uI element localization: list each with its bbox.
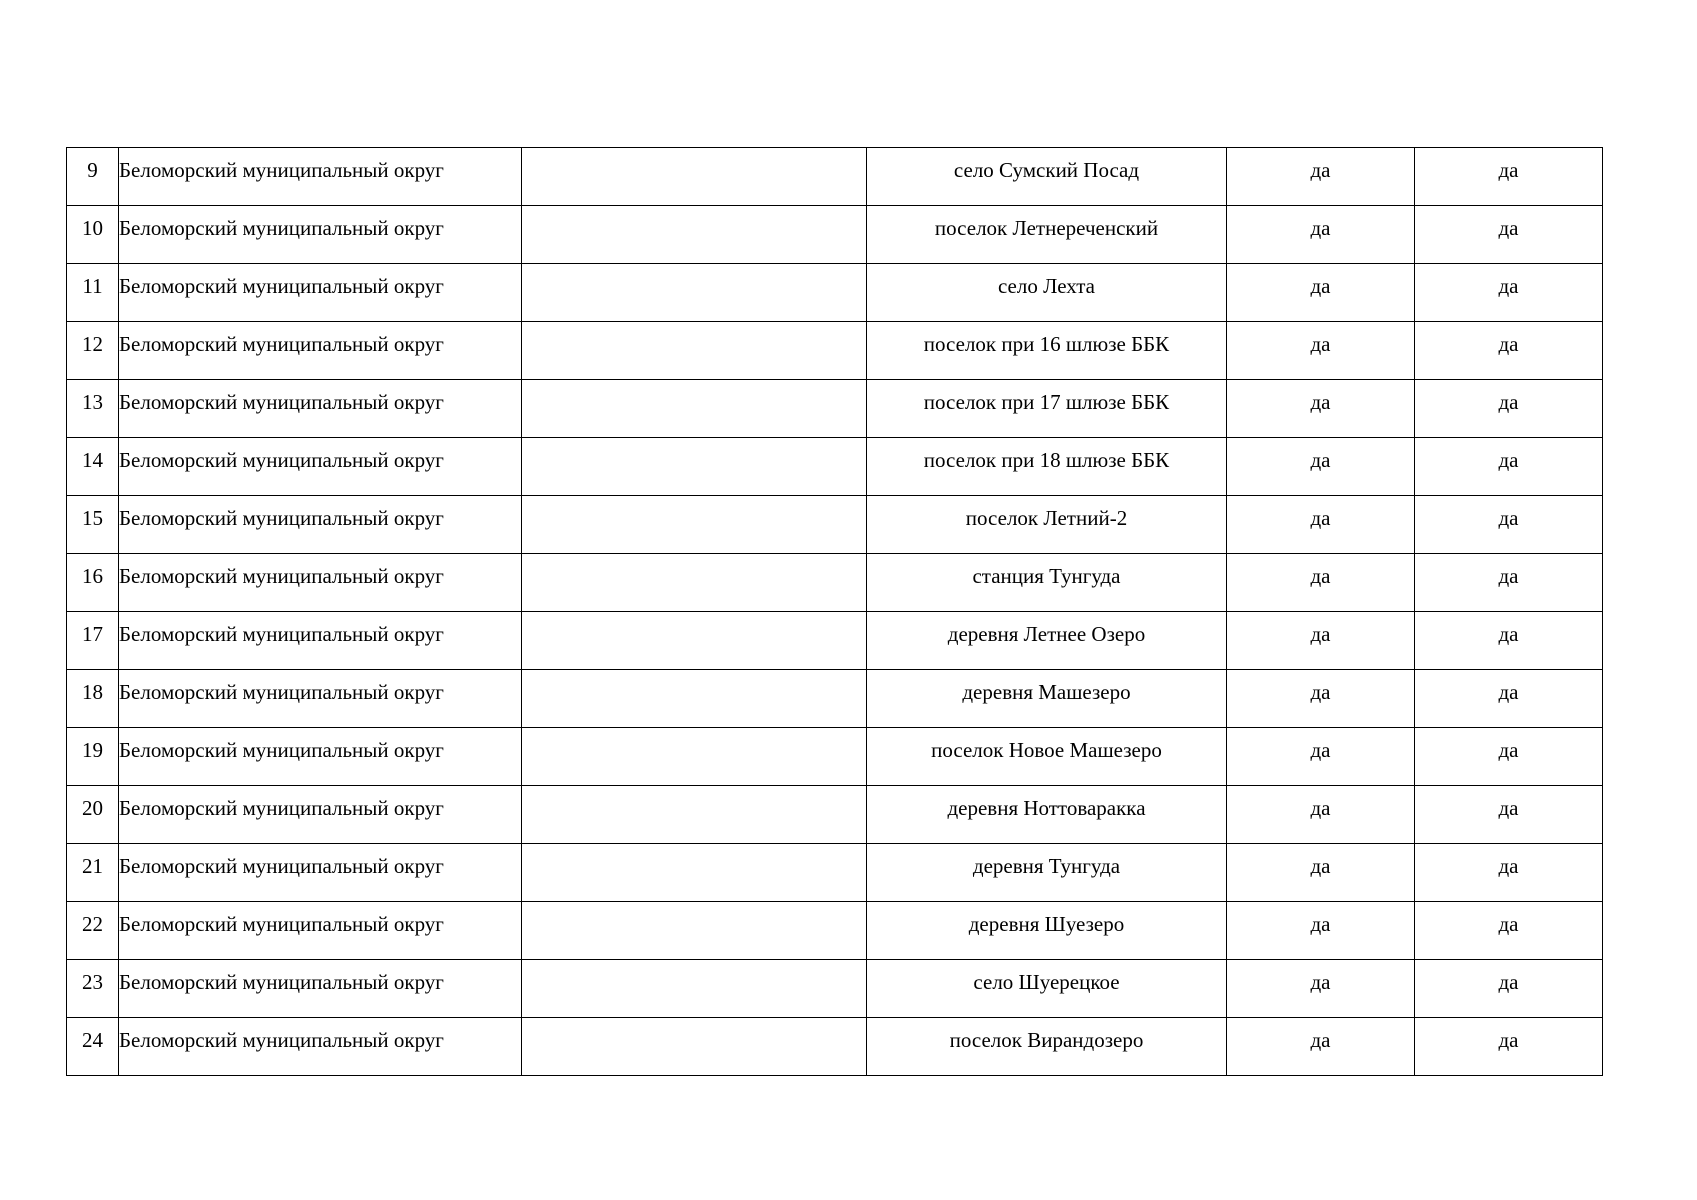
table-row	[67, 322, 1603, 380]
flag-b-cell: да	[1415, 264, 1603, 322]
municipal-district-cell: Беломорский муниципальный округ	[119, 786, 522, 844]
table-row	[67, 264, 1603, 322]
empty-cell	[522, 844, 867, 902]
settlement-name-cell: поселок при 18 шлюзе ББК	[867, 438, 1227, 496]
table-row	[67, 670, 1603, 728]
flag-b-cell: да	[1415, 670, 1603, 728]
municipal-district-cell: Беломорский муниципальный округ	[119, 728, 522, 786]
flag-a-cell: да	[1227, 728, 1415, 786]
settlement-name-cell: деревня Ноттоваракка	[867, 786, 1227, 844]
municipal-district-cell: Беломорский муниципальный округ	[119, 438, 522, 496]
empty-cell	[522, 554, 867, 612]
settlement-name-cell: деревня Шуезеро	[867, 902, 1227, 960]
municipal-district-cell: Беломорский муниципальный округ	[119, 902, 522, 960]
empty-cell	[522, 612, 867, 670]
flag-a-cell: да	[1227, 322, 1415, 380]
table-row	[67, 496, 1603, 554]
settlement-name-cell: деревня Летнее Озеро	[867, 612, 1227, 670]
settlement-name-cell: село Шуерецкое	[867, 960, 1227, 1018]
municipal-district-cell: Беломорский муниципальный округ	[119, 960, 522, 1018]
empty-cell	[522, 438, 867, 496]
municipal-district-cell: Беломорский муниципальный округ	[119, 206, 522, 264]
flag-b-cell: да	[1415, 728, 1603, 786]
settlement-name-cell: станция Тунгуда	[867, 554, 1227, 612]
settlement-name-cell: поселок при 16 шлюзе ББК	[867, 322, 1227, 380]
empty-cell	[522, 960, 867, 1018]
municipal-district-cell: Беломорский муниципальный округ	[119, 496, 522, 554]
flag-b-cell: да	[1415, 844, 1603, 902]
empty-cell	[522, 148, 867, 206]
row-number-cell: 18	[67, 670, 119, 728]
municipal-district-cell: Беломорский муниципальный округ	[119, 264, 522, 322]
empty-cell	[522, 728, 867, 786]
table-row	[67, 1018, 1603, 1076]
table-row	[67, 438, 1603, 496]
flag-b-cell: да	[1415, 554, 1603, 612]
row-number-cell: 17	[67, 612, 119, 670]
table-body	[67, 148, 1603, 1076]
table-row	[67, 844, 1603, 902]
row-number-cell: 14	[67, 438, 119, 496]
flag-a-cell: да	[1227, 206, 1415, 264]
flag-a-cell: да	[1227, 670, 1415, 728]
row-number-cell: 15	[67, 496, 119, 554]
table-row	[67, 960, 1603, 1018]
empty-cell	[522, 670, 867, 728]
settlement-name-cell: поселок Летнереченский	[867, 206, 1227, 264]
empty-cell	[522, 1018, 867, 1076]
flag-b-cell: да	[1415, 322, 1603, 380]
row-number-cell: 19	[67, 728, 119, 786]
empty-cell	[522, 264, 867, 322]
flag-a-cell: да	[1227, 612, 1415, 670]
row-number-cell: 20	[67, 786, 119, 844]
municipal-district-cell: Беломорский муниципальный округ	[119, 380, 522, 438]
flag-a-cell: да	[1227, 960, 1415, 1018]
settlement-name-cell: поселок Вирандозеро	[867, 1018, 1227, 1076]
row-number-cell: 23	[67, 960, 119, 1018]
row-number-cell: 21	[67, 844, 119, 902]
flag-b-cell: да	[1415, 612, 1603, 670]
empty-cell	[522, 496, 867, 554]
flag-b-cell: да	[1415, 206, 1603, 264]
empty-cell	[522, 206, 867, 264]
municipal-district-cell: Беломорский муниципальный округ	[119, 844, 522, 902]
table-row	[67, 786, 1603, 844]
flag-a-cell: да	[1227, 148, 1415, 206]
flag-b-cell: да	[1415, 902, 1603, 960]
row-number-cell: 22	[67, 902, 119, 960]
flag-a-cell: да	[1227, 844, 1415, 902]
table-row	[67, 728, 1603, 786]
flag-a-cell: да	[1227, 554, 1415, 612]
settlement-name-cell: поселок Новое Машезеро	[867, 728, 1227, 786]
settlement-name-cell: деревня Машезеро	[867, 670, 1227, 728]
row-number-cell: 16	[67, 554, 119, 612]
settlements-table	[66, 147, 1603, 1076]
flag-a-cell: да	[1227, 1018, 1415, 1076]
empty-cell	[522, 902, 867, 960]
table-row	[67, 554, 1603, 612]
row-number-cell: 10	[67, 206, 119, 264]
empty-cell	[522, 322, 867, 380]
flag-b-cell: да	[1415, 496, 1603, 554]
flag-a-cell: да	[1227, 496, 1415, 554]
row-number-cell: 12	[67, 322, 119, 380]
row-number-cell: 13	[67, 380, 119, 438]
flag-b-cell: да	[1415, 786, 1603, 844]
row-number-cell: 24	[67, 1018, 119, 1076]
table-row	[67, 380, 1603, 438]
flag-a-cell: да	[1227, 380, 1415, 438]
table-row	[67, 206, 1603, 264]
empty-cell	[522, 786, 867, 844]
table-row	[67, 612, 1603, 670]
municipal-district-cell: Беломорский муниципальный округ	[119, 670, 522, 728]
flag-b-cell: да	[1415, 438, 1603, 496]
municipal-district-cell: Беломорский муниципальный округ	[119, 554, 522, 612]
municipal-district-cell: Беломорский муниципальный округ	[119, 612, 522, 670]
empty-cell	[522, 380, 867, 438]
row-number-cell: 11	[67, 264, 119, 322]
table-row	[67, 148, 1603, 206]
table-row	[67, 902, 1603, 960]
settlement-name-cell: поселок при 17 шлюзе ББК	[867, 380, 1227, 438]
flag-a-cell: да	[1227, 786, 1415, 844]
settlement-name-cell: село Сумский Посад	[867, 148, 1227, 206]
settlement-name-cell: деревня Тунгуда	[867, 844, 1227, 902]
flag-b-cell: да	[1415, 380, 1603, 438]
row-number-cell: 9	[67, 148, 119, 206]
municipal-district-cell: Беломорский муниципальный округ	[119, 1018, 522, 1076]
flag-b-cell: да	[1415, 148, 1603, 206]
settlement-name-cell: село Лехта	[867, 264, 1227, 322]
flag-b-cell: да	[1415, 1018, 1603, 1076]
flag-b-cell: да	[1415, 960, 1603, 1018]
flag-a-cell: да	[1227, 264, 1415, 322]
settlement-name-cell: поселок Летний-2	[867, 496, 1227, 554]
municipal-district-cell: Беломорский муниципальный округ	[119, 322, 522, 380]
flag-a-cell: да	[1227, 438, 1415, 496]
municipal-district-cell: Беломорский муниципальный округ	[119, 148, 522, 206]
flag-a-cell: да	[1227, 902, 1415, 960]
